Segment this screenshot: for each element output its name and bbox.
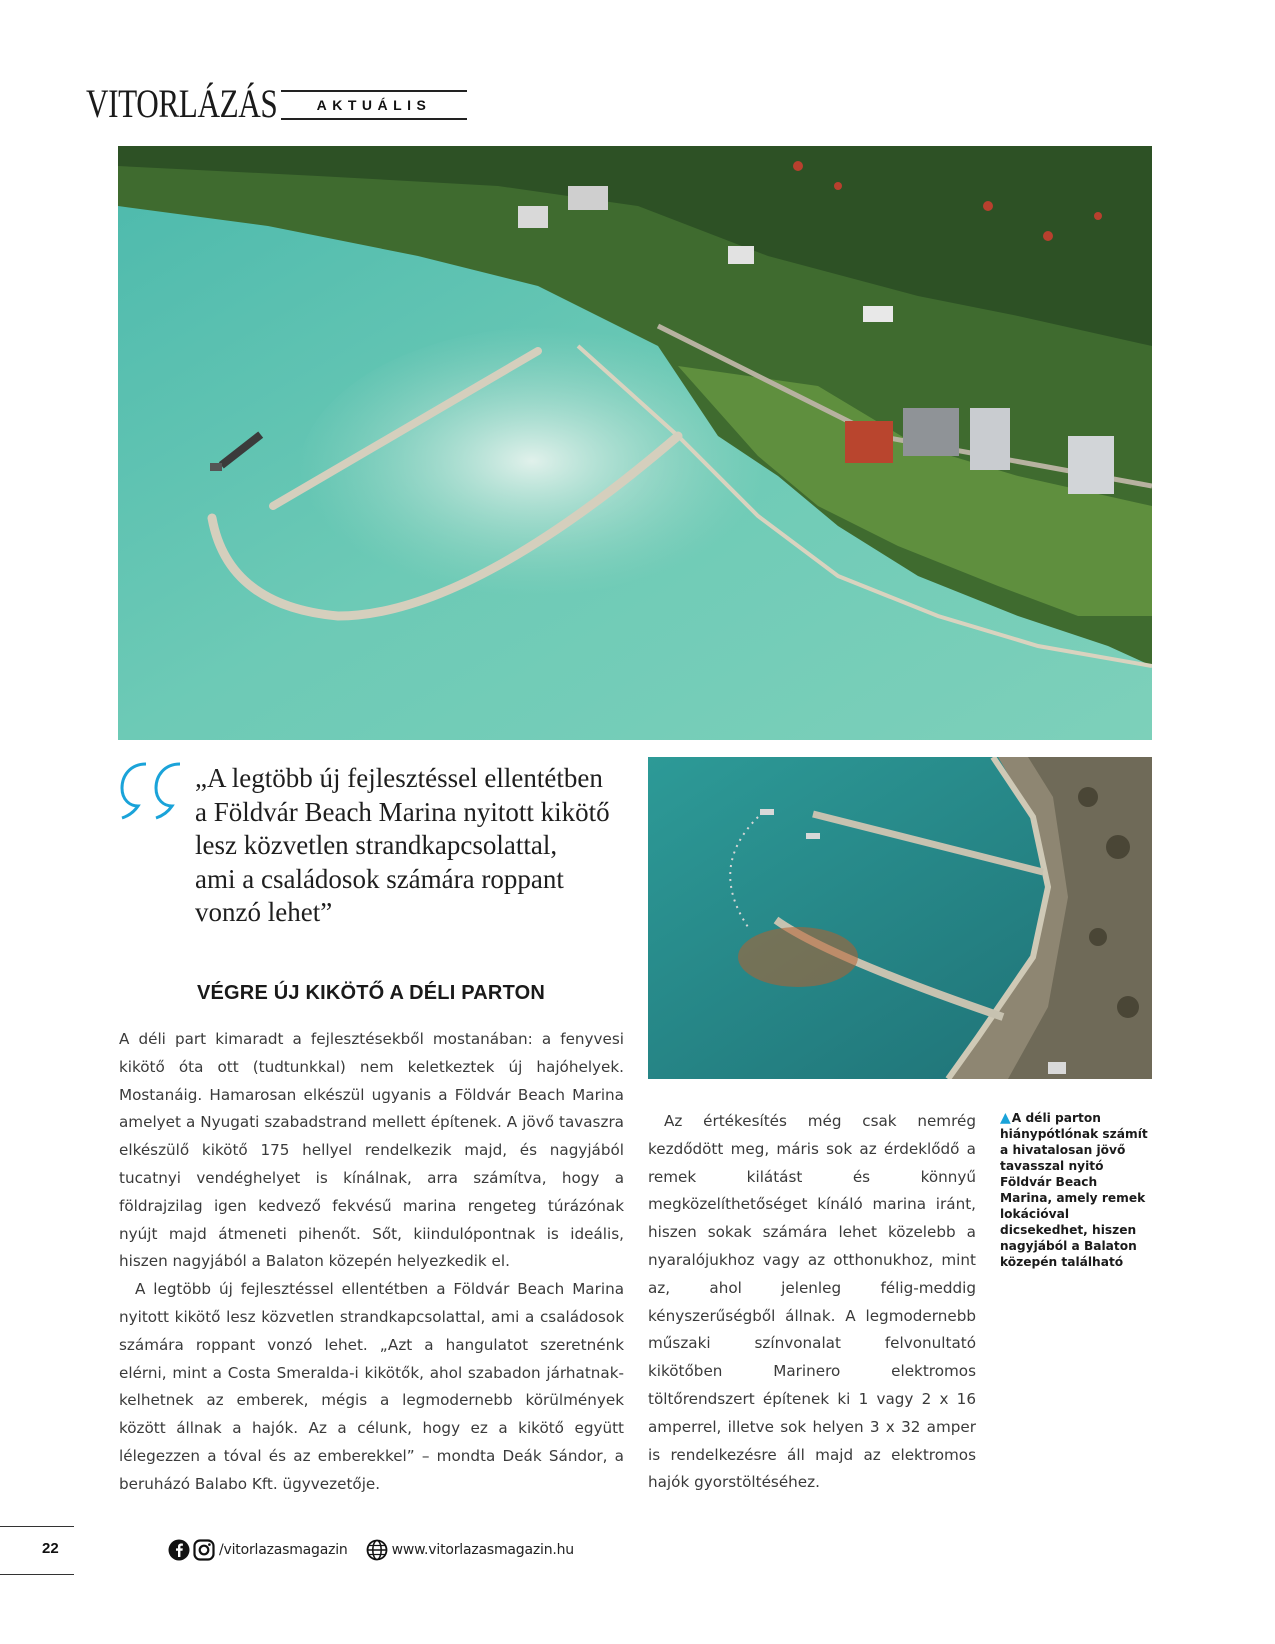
page-number: 22 [42, 1540, 59, 1557]
caption-triangle-icon: ▲ [1000, 1110, 1011, 1126]
main-aerial-photo [118, 146, 1152, 740]
construction-photo-illustration [648, 757, 1152, 1079]
social-handle-link[interactable]: /vitorlazasmagazin [219, 1542, 348, 1558]
footer-divider-top [0, 1526, 74, 1527]
globe-icon [366, 1539, 388, 1561]
pull-quote-line: vonzó lehet” [195, 897, 333, 927]
pull-quote [195, 762, 640, 930]
article-headline: VÉGRE ÚJ KIKÖTŐ A DÉLI PARTON [196, 982, 546, 1004]
article-column-middle [648, 1108, 976, 1497]
article-paragraph: A legtöbb új fejlesztéssel ellentétben a Földvár Beach Marina nyitott kikötő lesz közvetlen strandkapcsolattal, ami a családosok számára roppant vonzó lehet. „Azt a hangulatot szeretnénk elérni, mint a Costa Smeralda-i kikötők, ahol szabadon járhatnak-kelhetnek az emberek, mégis a legmodernebb körülmények között állnak a hajók. Az a célunk, hogy ez a kikötő együtt lélegezzen a tóval és az emberekkel” – mondta Deák Sándor, a beruházó Balabo Kft. ügyvezetője. [119, 1280, 624, 1493]
section-tag: AKTUÁLIS [281, 90, 467, 120]
article-paragraph: A déli part kimaradt a fejlesztésekből mostanában: a fenyvesi kikötő óta ott (tudtunkkal) nem keletkeztek új hajóhelyek. Mostanáig. Hamarosan elkészül ugyanis a Földvár Beach Marina amelyet a Nyugati szabadstrand mellett építenek. A jövő tavaszra elkészülő kikötő 175 hellyel rendelkezik majd, és nagyjából tucatnyi vendéghelyet is kínálnak, arra számítva, hogy a földrajzilag igen kedvező fekvésű marina rengeteg túrázónak nyújt majd átmeneti pihenőt. Sőt, kiindulópontnak is ideális, hiszen nagyjából a Balaton közepén helyezkedik el. [119, 1030, 624, 1271]
secondary-aerial-photo [648, 757, 1152, 1079]
facebook-icon[interactable] [168, 1539, 190, 1561]
aerial-photo-illustration [118, 146, 1152, 740]
instagram-icon[interactable] [193, 1539, 215, 1561]
website-block [366, 1539, 574, 1561]
article-paragraph: Az értékesítés még csak nemrég kezdődött meg, máris sok az érdeklődő a remek kilátást és könnyű megközelíthetőséget kínáló marina iránt, hiszen sokak számára lehet közelebb a nyaralójukhoz vagy az otthonukhoz, mint az, ahol jelenleg félig-meddig kényszerűségből állnak. A legmodernebb műszaki színvonalat felvonultató kikötőben Marinero elektromos töltőrendszert építenek ki 1 vagy 2 x 16 amperrel, illetve sok helyen 3 x 32 amper is rendelkezésre áll majd az elektromos hajók gyorstöltéséhez. [648, 1112, 976, 1492]
website-link[interactable]: www.vitorlazasmagazin.hu [391, 1542, 574, 1558]
caption-text: A déli parton hiánypótlónak számít a hivatalosan jövő tavasszal nyitó Földvár Beach Marina, amely remek lokációval dicsekedhet, hiszen nagyjából a Balaton közepén található [1000, 1111, 1148, 1269]
magazine-brand: VITORLÁZÁS [86, 81, 278, 126]
quote-icon [116, 760, 188, 820]
pull-quote-line: „A legtöbb új fejlesztéssel ellentétben [195, 763, 603, 793]
article-column-left [119, 1026, 624, 1499]
footer-divider-bottom [0, 1574, 74, 1575]
photo-caption [1000, 1110, 1150, 1270]
footer-social [168, 1538, 574, 1562]
pull-quote-line: ami a családosok számára roppant [195, 863, 564, 894]
pull-quote-line: a Földvár Beach Marina nyitott kikötő [195, 796, 610, 827]
pull-quote-line: lesz közvetlen strandkapcsolattal, [195, 830, 558, 860]
